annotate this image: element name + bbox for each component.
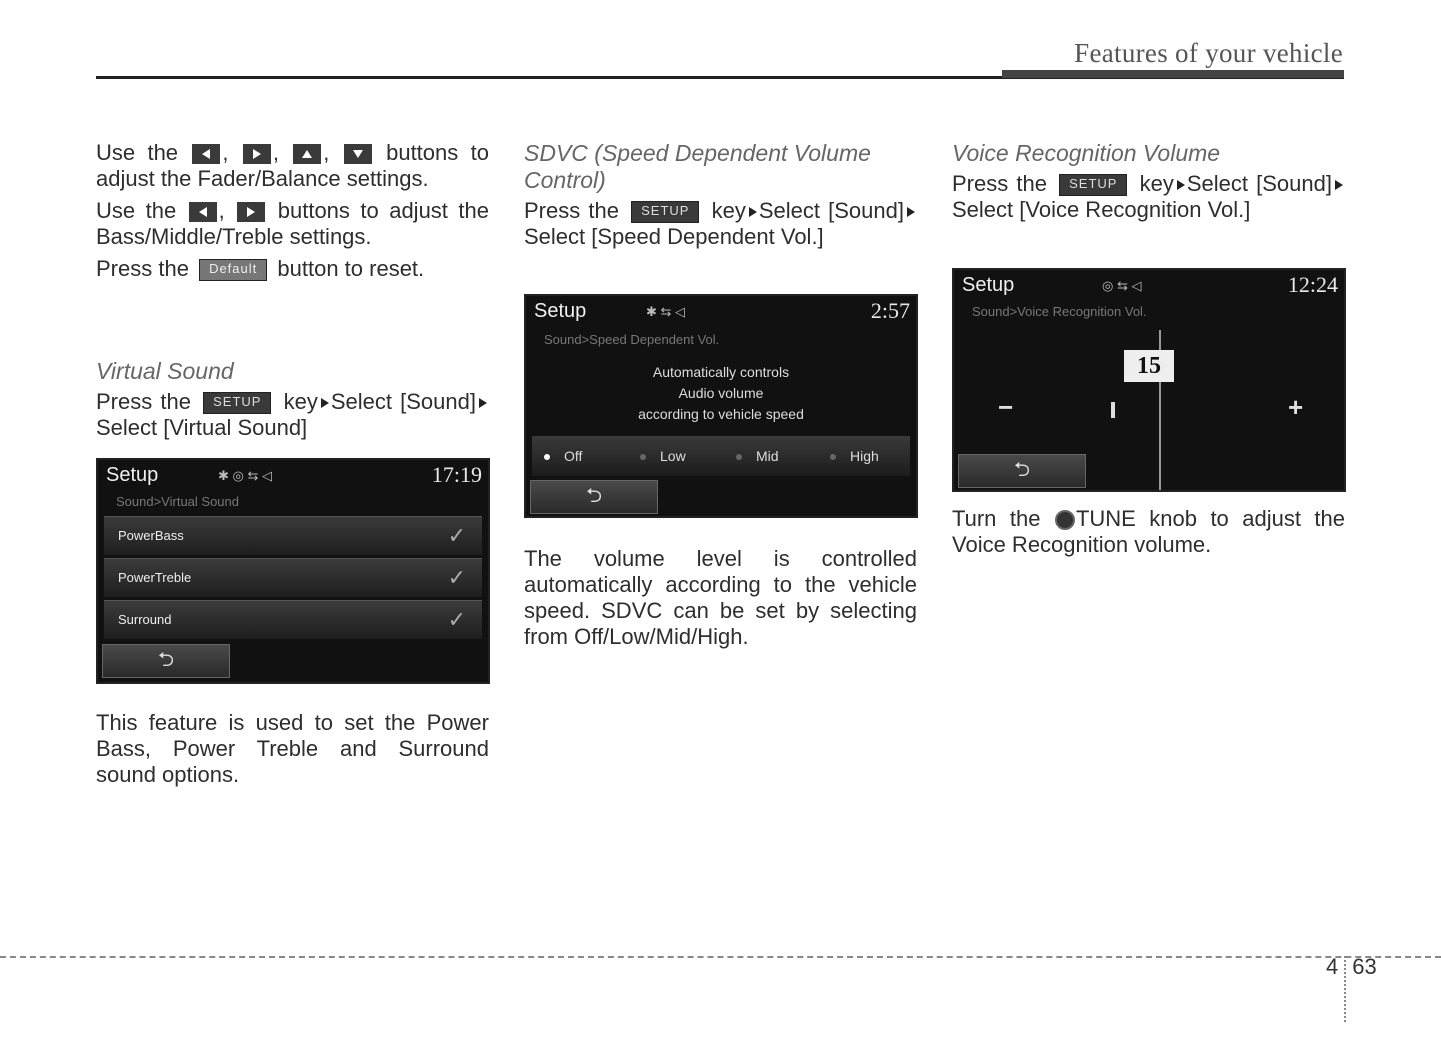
page-number-value: 63 bbox=[1352, 954, 1377, 979]
text: key bbox=[283, 389, 318, 414]
back-button[interactable]: ⮌ bbox=[102, 644, 230, 678]
arrow-icon bbox=[1335, 180, 1343, 190]
screen-clock: 17:19 bbox=[431, 462, 482, 487]
column-1-bottom bbox=[96, 710, 489, 794]
text: TUNE knob to adjust the Voice Recognition volume. bbox=[952, 506, 1345, 557]
virtual-sound-heading: Virtual Sound bbox=[96, 358, 234, 384]
footer-rule bbox=[0, 956, 1441, 958]
virtual-sound-screen bbox=[96, 458, 490, 684]
sdvc-description-2: Audio volume bbox=[678, 385, 764, 401]
arrow-icon bbox=[1177, 180, 1185, 190]
status-icons: ✱ ◎ ⇆ ◁ bbox=[218, 468, 272, 483]
back-button[interactable]: ⮌ bbox=[958, 454, 1086, 488]
volume-slider-thumb[interactable] bbox=[1111, 402, 1115, 418]
bass-treble-paragraph: Use the , buttons to adjust the Bass/Middle/Treble settings. bbox=[96, 198, 489, 249]
volume-up-button[interactable]: + bbox=[1288, 392, 1304, 422]
arrow-icon bbox=[479, 398, 487, 408]
screen-title: Setup bbox=[534, 300, 587, 322]
column-3-bottom bbox=[952, 506, 1345, 564]
text: Use the bbox=[96, 198, 177, 223]
sdvc-heading: SDVC (Speed Dependent Volume Control) bbox=[524, 140, 871, 193]
text: Select [Speed Dependent Vol.] bbox=[524, 224, 824, 249]
column-2 bbox=[524, 140, 917, 256]
text: Press the bbox=[96, 389, 191, 414]
left-button-icon bbox=[189, 202, 217, 222]
volume-down-button[interactable]: − bbox=[998, 392, 1014, 422]
text: Select [Voice Recognition Vol.] bbox=[952, 197, 1251, 222]
radio-icon bbox=[830, 454, 836, 460]
right-button-icon bbox=[237, 202, 265, 222]
arrow-icon bbox=[749, 207, 757, 217]
screen-title: Setup bbox=[962, 274, 1015, 296]
text: key bbox=[711, 198, 746, 223]
back-button[interactable]: ⮌ bbox=[530, 480, 658, 514]
arrow-icon bbox=[321, 398, 329, 408]
check-icon: ✓ bbox=[447, 523, 466, 548]
sdvc-screen bbox=[524, 294, 918, 518]
status-icons: ✱ ⇆ ◁ bbox=[646, 304, 686, 319]
sdvc-instructions bbox=[524, 198, 917, 250]
chapter-number: 4 bbox=[1326, 954, 1339, 979]
setup-key: SETUP bbox=[1059, 174, 1127, 196]
radio-icon bbox=[544, 454, 550, 460]
up-button-icon bbox=[293, 144, 321, 164]
text: Press the bbox=[96, 256, 189, 281]
text: Turn the bbox=[952, 506, 1041, 531]
screen-breadcrumb: Sound>Speed Dependent Vol. bbox=[544, 332, 720, 347]
check-icon: ✓ bbox=[447, 565, 466, 590]
sdvc-description: The volume level is controlled automatically according to the vehicle speed. SDVC can be set by selecting from Off/Low/Mid/High. bbox=[524, 546, 917, 649]
option-label: Low bbox=[660, 448, 686, 464]
left-button-icon bbox=[192, 144, 220, 164]
column-1 bbox=[96, 140, 489, 447]
check-icon: ✓ bbox=[447, 607, 466, 632]
text: Press the bbox=[952, 171, 1047, 196]
tune-knob-icon bbox=[1055, 510, 1075, 530]
header-rule-accent bbox=[1002, 70, 1344, 78]
option-mid[interactable] bbox=[724, 436, 819, 476]
item-label: Surround bbox=[118, 612, 172, 627]
radio-icon bbox=[736, 454, 742, 460]
setup-key: SETUP bbox=[631, 201, 699, 223]
status-icons: ◎ ⇆ ◁ bbox=[1102, 278, 1142, 293]
page-number bbox=[1326, 954, 1377, 1022]
down-button-icon bbox=[344, 144, 372, 164]
list-item[interactable] bbox=[104, 558, 482, 597]
voice-recognition-instructions bbox=[952, 171, 1345, 223]
text: button to reset. bbox=[277, 256, 425, 281]
voice-volume-description bbox=[952, 506, 1345, 558]
item-label: PowerBass bbox=[118, 528, 184, 543]
text: Use the bbox=[96, 140, 179, 165]
list-item[interactable] bbox=[104, 600, 482, 639]
text: Select [Virtual Sound] bbox=[96, 415, 308, 440]
voice-volume-screen bbox=[952, 268, 1346, 492]
list-item[interactable] bbox=[104, 516, 482, 555]
column-3 bbox=[952, 140, 1345, 229]
radio-icon bbox=[640, 454, 646, 460]
virtual-sound-description: This feature is used to set the Power Bass, Power Treble and Surround sound options. bbox=[96, 710, 489, 787]
volume-value: 15 bbox=[1124, 350, 1174, 382]
right-button-icon bbox=[243, 144, 271, 164]
sdvc-description-1: Automatically controls bbox=[652, 364, 790, 380]
option-label: Off bbox=[564, 448, 583, 464]
voice-recognition-heading: Voice Recognition Volume bbox=[952, 140, 1221, 166]
sdvc-description-3: according to vehicle speed bbox=[638, 406, 804, 422]
column-2-bottom bbox=[524, 546, 917, 656]
screen-clock: 12:24 bbox=[1287, 272, 1338, 297]
text: Select [Sound] bbox=[758, 198, 904, 223]
fader-balance-paragraph: Use the , , , buttons to adjust the Fader/Balance settings. bbox=[96, 140, 489, 191]
header-title: Features of your vehicle bbox=[1074, 38, 1343, 68]
text: buttons to adjust the Fader/Balance settings. bbox=[96, 140, 489, 191]
text: Press the bbox=[524, 198, 619, 223]
arrow-icon bbox=[907, 207, 915, 217]
screen-breadcrumb: Sound>Virtual Sound bbox=[116, 494, 239, 509]
screen-title: Setup bbox=[106, 464, 159, 486]
option-label: Mid bbox=[756, 448, 779, 464]
screen-breadcrumb: Sound>Voice Recognition Vol. bbox=[972, 304, 1147, 319]
setup-key: SETUP bbox=[203, 392, 271, 414]
reset-paragraph bbox=[96, 256, 489, 282]
option-low[interactable] bbox=[628, 436, 723, 476]
screen-clock: 2:57 bbox=[870, 298, 910, 323]
sdvc-options bbox=[532, 436, 910, 476]
text: buttons to adjust the Bass/Middle/Treble settings. bbox=[96, 198, 489, 249]
text: Select [Sound] bbox=[1186, 171, 1332, 196]
option-label: High bbox=[850, 448, 879, 464]
text: key bbox=[1139, 171, 1174, 196]
item-label: PowerTreble bbox=[118, 570, 192, 585]
page-separator bbox=[1344, 956, 1346, 1022]
default-key: Default bbox=[199, 259, 267, 281]
text: Select [Sound] bbox=[330, 389, 476, 414]
option-off[interactable] bbox=[532, 436, 627, 476]
virtual-sound-instructions bbox=[96, 389, 489, 441]
option-high[interactable] bbox=[818, 436, 913, 476]
